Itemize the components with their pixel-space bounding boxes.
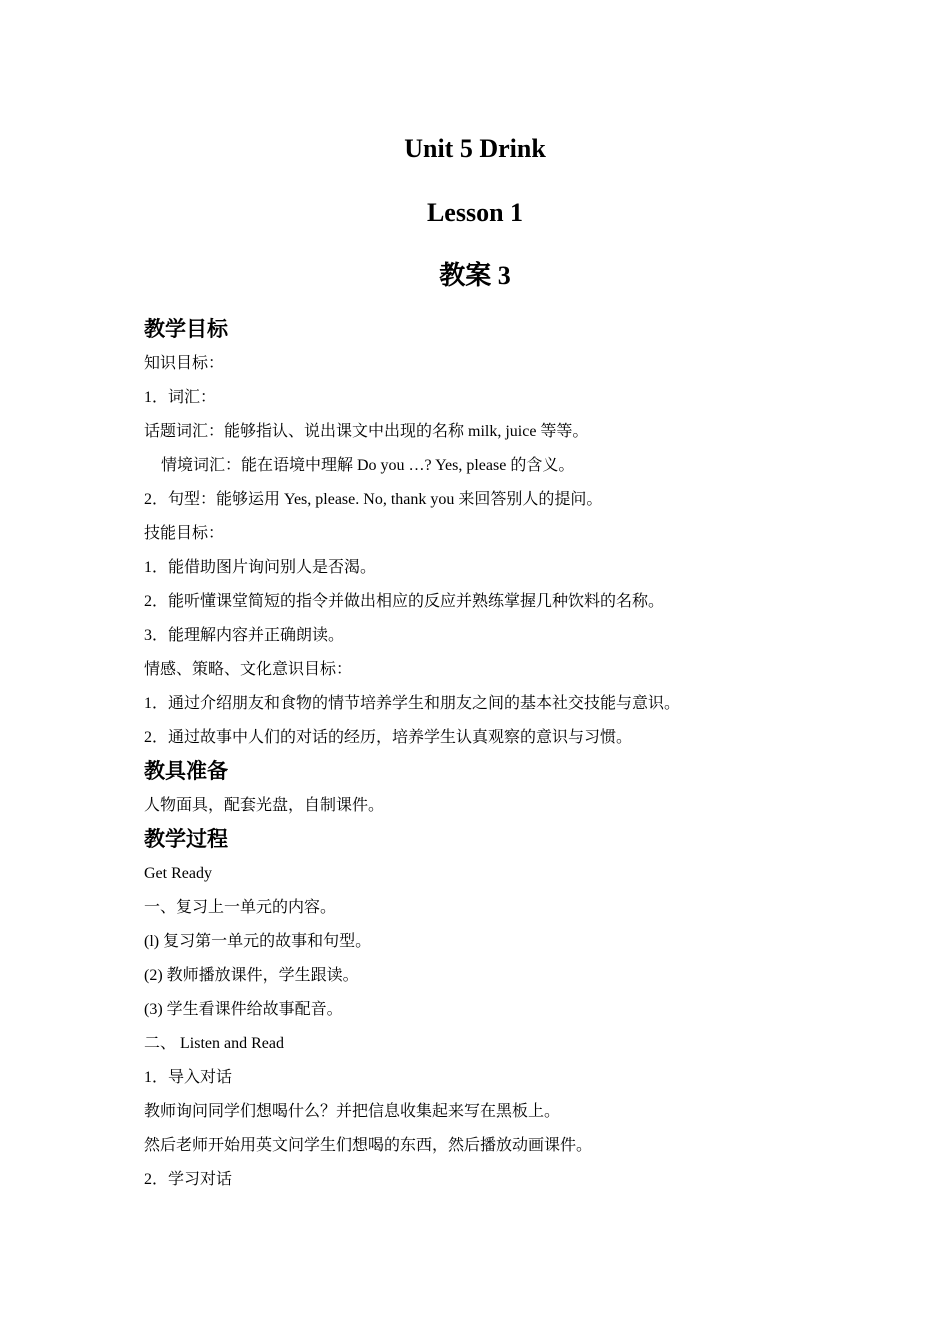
affective-item: 1．通过介绍朋友和食物的情节培养学生和朋友之间的基本社交技能与意识。 — [144, 695, 681, 712]
vocab-context: 情境词汇：能在语境中理解 Do you …? Yes, please 的含义。 — [161, 457, 575, 474]
affective-label: 情感、策略、文化意识目标： — [144, 661, 353, 678]
intro-label: 1．导入对话 — [144, 1069, 233, 1086]
skill-item: 2．能听懂课堂简短的指令并做出相应的反应并熟练掌握几种饮料的名称。 — [144, 593, 665, 610]
document-body — [144, 313, 844, 1197]
objectives-heading: 教学目标 — [144, 317, 228, 341]
review-item: (2) 教师播放课件，学生跟读。 — [144, 967, 359, 984]
review-label: 一、复习上一单元的内容。 — [144, 899, 337, 916]
skill-item: 3．能理解内容并正确朗读。 — [144, 627, 345, 644]
vocab-label: 1．词汇： — [144, 389, 217, 406]
unit-title: Unit 5 Drink — [404, 134, 546, 163]
lesson-title: Lesson 1 — [426, 198, 524, 227]
review-item: (3) 学生看课件给故事配音。 — [144, 1001, 343, 1018]
intro-line: 教师询问同学们想喝什么？并把信息收集起来写在黑板上。 — [144, 1103, 561, 1120]
skill-item: 1．能借助图片询问别人是否渴。 — [144, 559, 377, 576]
plan-title: 教案 3 — [439, 261, 511, 290]
materials-text: 人物面具，配套光盘，自制课件。 — [144, 797, 385, 814]
knowledge-label: 知识目标： — [144, 355, 225, 372]
study-label: 2．学习对话 — [144, 1171, 233, 1188]
review-item: (l) 复习第一单元的故事和句型。 — [144, 933, 372, 950]
materials-heading: 教具准备 — [144, 759, 228, 783]
process-heading: 教学过程 — [144, 827, 228, 851]
intro-line: 然后老师开始用英文问学生们想喝的东西，然后播放动画课件。 — [144, 1137, 593, 1154]
listen-read-label: 二、 Listen and Read — [144, 1035, 284, 1052]
affective-item: 2．通过故事中人们的对话的经历，培养学生认真观察的意识与习惯。 — [144, 729, 633, 746]
sentence-pattern: 2．句型：能够运用 Yes, please. No, thank you 来回答别人的提问。 — [144, 491, 603, 508]
skills-label: 技能目标： — [144, 525, 225, 542]
vocab-topic: 话题词汇：能够指认、说出课文中出现的名称 milk, juice 等等。 — [144, 423, 589, 440]
get-ready-label: Get Ready — [144, 865, 212, 882]
